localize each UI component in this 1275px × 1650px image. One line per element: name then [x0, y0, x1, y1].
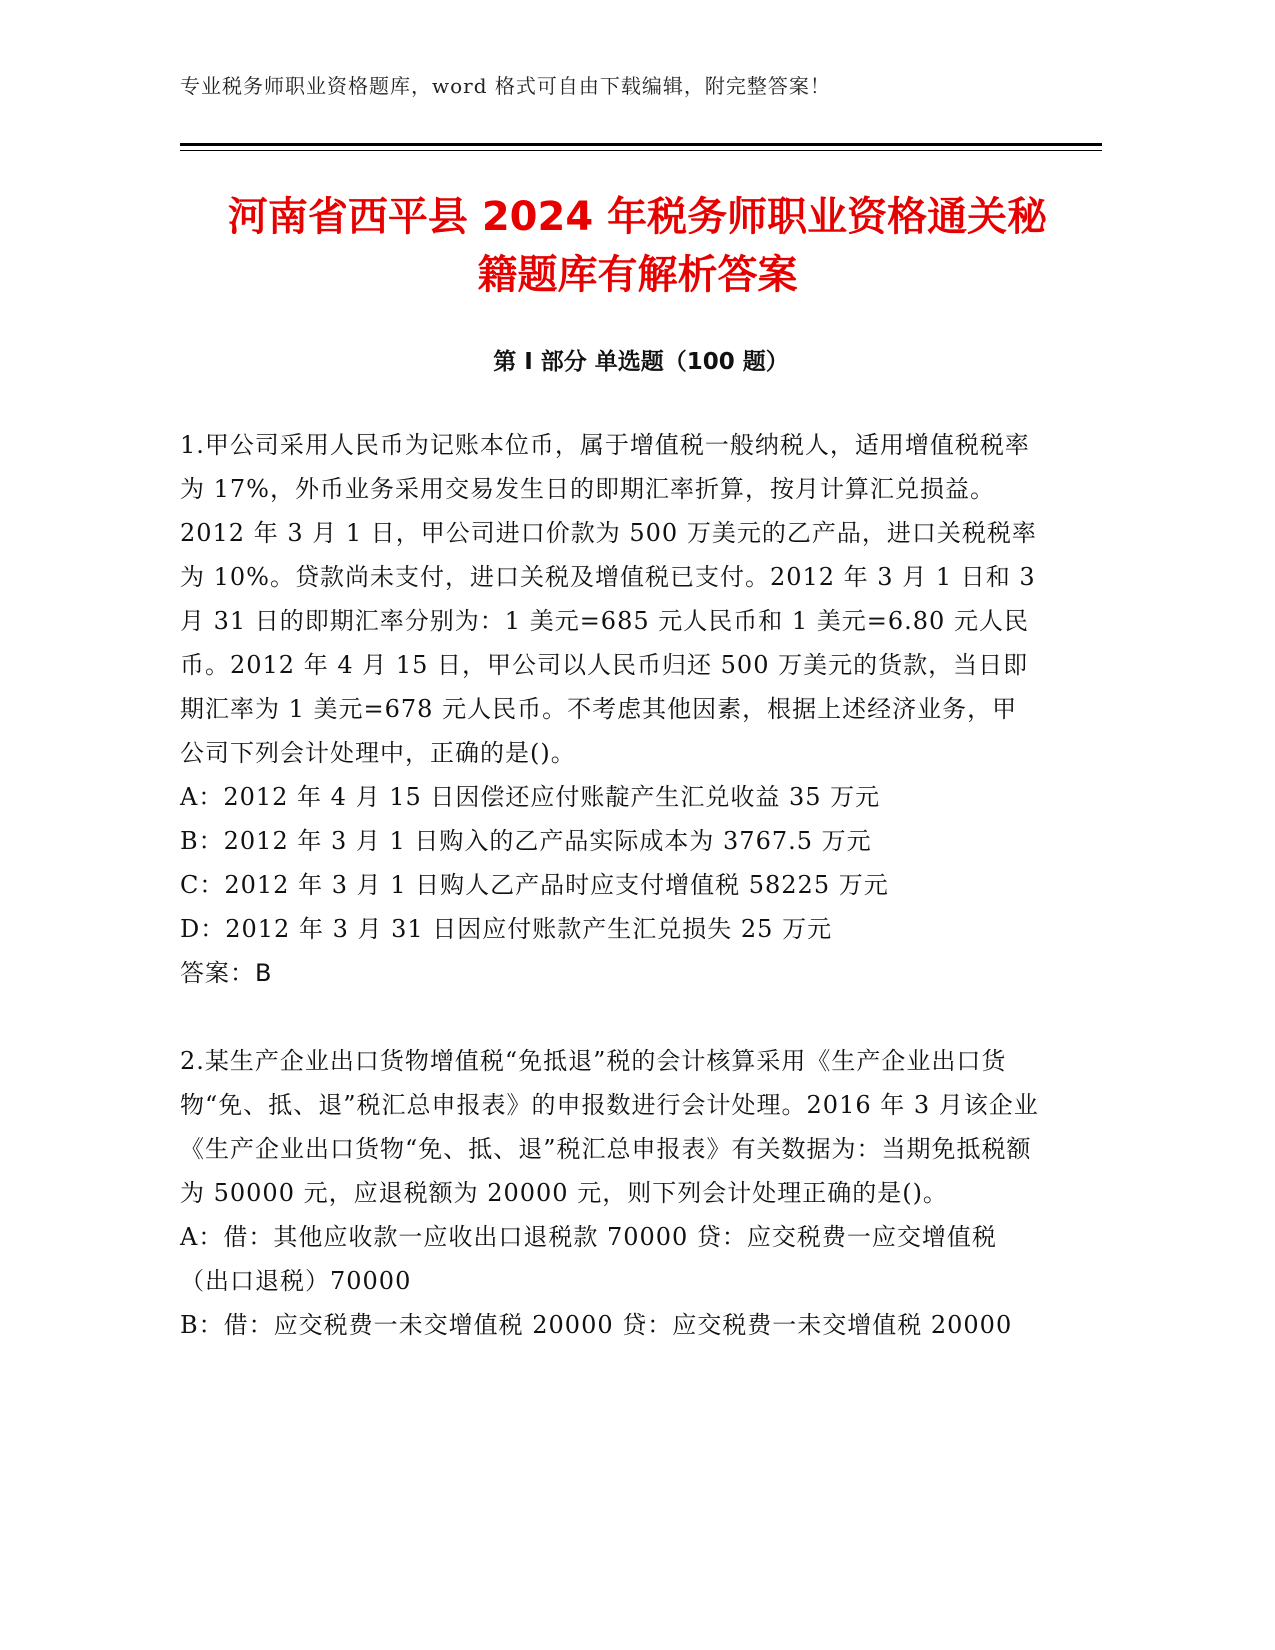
option-b: B：借：应交税费一未交增值税 20000 贷：应交税费一未交增值税 20000: [180, 1311, 1013, 1339]
option-b: B：2012 年 3 月 1 日购入的乙产品实际成本为 3767.5 万元: [180, 827, 872, 855]
question-1: [180, 423, 1040, 995]
option-d: D：2012 年 3 月 31 日因应付账款产生汇兑损失 25 万元: [180, 915, 833, 943]
question-list: [180, 423, 1040, 1347]
document-title: [150, 188, 1125, 304]
title-line-1: 河南省西平县 2024 年税务师职业资格通关秘: [227, 194, 1048, 240]
question-2: [180, 1039, 1040, 1347]
question-stem: 2.某生产企业出口货物增值税“免抵退”税的会计核算采用《生产企业出口货物“免、抵、退”税汇总申报表》的申报数进行会计处理。2016 年 3 月该企业《生产企业出口货物“免、抵、退”税汇总申报表》有关数据为：当期免抵税额为 50000 元，应退税额为 20000 元，则下列会计处理正确的是()。: [180, 1047, 1039, 1207]
option-a: A：2012 年 4 月 15 日因偿还应付账靛产生汇兑收益 35 万元: [180, 783, 881, 811]
option-a: A：借：其他应收款一应收出口退税款 70000 贷：应交税费一应交增值税（出口退税）70000: [180, 1223, 997, 1295]
header-rule-thick: [180, 143, 1102, 146]
title-line-2: 籍题库有解析答案: [477, 252, 798, 298]
section-heading: 第 I 部分 单选题（100 题）: [493, 349, 789, 375]
header-rule-thin: [180, 150, 1102, 151]
page-header: 专业税务师职业资格题库，word 格式可自由下载编辑，附完整答案！: [180, 74, 831, 98]
answer: 答案：B: [180, 959, 273, 987]
option-c: C：2012 年 3 月 1 日购人乙产品时应支付增值税 58225 万元: [180, 871, 889, 899]
question-stem: 1.甲公司采用人民币为记账本位币，属于增值税一般纳税人，适用增值税税率为 17%，外币业务采用交易发生日的即期汇率折算，按月计算汇兑损益。2012 年 3 月 1 日，甲公司进口价款为 500 万美元的乙产品，进口关税税率为 10%。贷款尚未支付，进口关税及增值税已支付。2012 年 3 月 1 日和 3 月 31 日的即期汇率分别为：1 美元=685 元人民币和 1 美元=6.80 元人民币。2012 年 4 月 15 日，甲公司以人民币归还 500 万美元的货款，当日即期汇率为 1 美元=678 元人民币。不考虑其他因素，根据上述经济业务，甲公司下列会计处理中，正确的是()。: [180, 431, 1037, 767]
